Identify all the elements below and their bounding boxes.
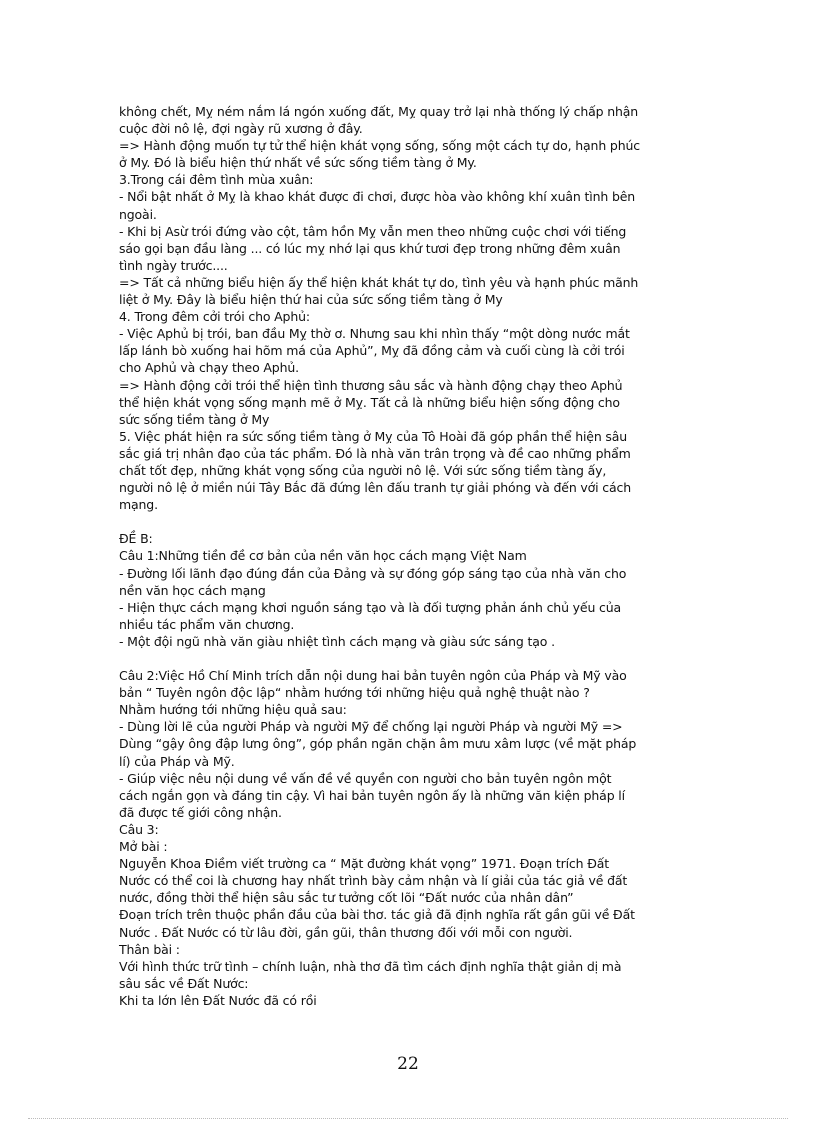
text-line: sâu sắc về Đất Nước: — [119, 975, 249, 991]
text-line: ngoài. — [119, 206, 157, 222]
text-line: ở My. Đó là biểu hiện thứ nhất về sức sống tiềm tàng ở My. — [119, 155, 477, 171]
text-line: Câu 2:Việc Hồ Chí Minh trích dẫn nội dung hai bản tuyên ngôn của Pháp và Mỹ vào — [119, 668, 627, 684]
text-line: Nguyễn Khoa Điềm viết trường ca “ Mặt đường khát vọng” 1971. Đoạn trích Đất — [119, 856, 610, 872]
text-line: lấp lánh bò xuống hai hõm má của Aphủ”, Mỵ đã đồng cảm và cuối cùng là cởi trói — [119, 343, 625, 359]
text-line: nước, đồng thời thể hiện sâu sắc tư tưởng cốt lõi “Đất nước của nhân dân” — [119, 890, 574, 906]
text-line: nhiều tác phẩm văn chương. — [119, 616, 295, 632]
text-line: mạng. — [119, 497, 158, 513]
text-line: Dùng “gậy ông đập lưng ông”, góp phần ngăn chặn âm mưu xâm lược (về mặt pháp — [119, 736, 637, 752]
text-line: => Hành động cởi trói thể hiện tình thương sâu sắc và hành động chạy theo Aphủ — [119, 377, 623, 393]
text-line: sáo gọi bạn đầu làng ... có lúc mỵ nhớ lại qus khứ tươi đẹp trong những đêm xuân — [119, 240, 621, 256]
text-line: nền văn học cách mạng — [119, 582, 266, 598]
text-line: lí) của Pháp và Mỹ. — [119, 753, 235, 769]
text-line: liệt ở My. Đây là biểu hiện thứ hai của sức sống tiềm tàng ở My — [119, 292, 503, 308]
text-line: 5. Việc phát hiện ra sức sống tiềm tàng ở Mỵ của Tô Hoài đã góp phần thể hiện sâu — [119, 428, 628, 444]
text-line: Nước . Đất Nước có từ lâu đời, gần gũi, thân thương đối với mỗi con người. — [119, 924, 573, 940]
text-line: => Tất cả những biểu hiện ấy thể hiện khát khát tự do, tình yêu và hạnh phúc mãnh — [119, 274, 639, 290]
text-line: 3.Trong cái đêm tình mùa xuân: — [119, 172, 314, 188]
blank-line — [119, 513, 699, 530]
text-line: Nhằm hướng tới những hiệu quả sau: — [119, 702, 347, 718]
text-line: Với hình thức trữ tình – chính luận, nhà thơ đã tìm cách định nghĩa thật giản dị mà — [119, 958, 622, 974]
text-line: chất tốt đẹp, những khát vọng sống của người nô lệ. Với sức sống tiềm tàng ấy, — [119, 462, 607, 478]
text-line: - Một đội ngũ nhà văn giàu nhiệt tình cách mạng và giàu sức sáng tạo . — [119, 633, 555, 649]
text-line: - Nổi bật nhất ở Mỵ là khao khát được đi chơi, được hòa vào không khí xuân tình bên — [119, 189, 636, 205]
text-line: - Khi bị Asừ trói đứng vào cột, tâm hồn Mỵ vẫn men theo những cuộc chơi với tiếng — [119, 223, 627, 239]
text-line: Khi ta lớn lên Đất Nước đã có rồi — [119, 992, 317, 1008]
text-line: Mở bài : — [119, 839, 168, 855]
text-line: thể hiện khát vọng sống mạnh mẽ ở Mỵ. Tất cả là những biểu hiện sống động cho — [119, 394, 620, 410]
text-line: - Giúp việc nêu nội dung về vấn đề về quyền con người cho bản tuyên ngôn một — [119, 770, 612, 786]
page-bottom-divider — [28, 1118, 788, 1119]
text-line: Câu 3: — [119, 821, 159, 837]
text-line: tình ngày trước.... — [119, 257, 228, 273]
text-line: Nước có thể coi là chương hay nhất trình bày cảm nhận và lí giải của tác giả về đất — [119, 873, 628, 889]
text-line: 4. Trong đêm cởi trói cho Aphủ: — [119, 309, 310, 325]
text-line: cách ngắn gọn và đáng tin cậy. Vì hai bản tuyên ngôn ấy là những văn kiện pháp lí — [119, 787, 625, 803]
text-line: - Dùng lời lẽ của người Pháp và người Mỹ để chống lại người Pháp và người Mỹ => — [119, 719, 623, 735]
text-line: Câu 1:Những tiền đề cơ bản của nền văn học cách mạng Việt Nam — [119, 548, 527, 564]
blank-line — [119, 650, 699, 667]
document-body — [119, 103, 699, 1009]
text-line: ĐỀ B: — [119, 531, 153, 547]
text-line: - Việc Aphủ bị trói, ban đầu Mỵ thờ ơ. Nhưng sau khi nhìn thấy “một dòng nước mắt — [119, 326, 630, 342]
text-line: Thân bài : — [119, 941, 180, 957]
text-line: người nô lệ ở miền núi Tây Bắc đã đứng lên đấu tranh tự giải phóng và đến với cách — [119, 480, 632, 496]
text-line: cho Aphủ và chạy theo Aphủ. — [119, 360, 299, 376]
text-line: không chết, Mỵ ném nắm lá ngón xuống đất, Mỵ quay trở lại nhà thống lý chấp nhận — [119, 104, 639, 119]
text-line: - Hiện thực cách mạng khơi nguồn sáng tạo và là đối tượng phản ánh chủ yếu của — [119, 599, 622, 615]
text-line: cuộc đời nô lệ, đợi ngày rũ xương ở đây. — [119, 121, 363, 137]
text-line: Đoạn trích trên thuộc phần đầu của bài thơ. tác giả đã định nghĩa rất gần gũi về Đất — [119, 907, 635, 923]
text-line: - Đường lối lãnh đạo đúng đắn của Đảng và sự đóng góp sáng tạo của nhà văn cho — [119, 565, 627, 581]
text-line: đã được tế giới công nhận. — [119, 804, 282, 820]
text-line: => Hành động muốn tự tử thể hiện khát vọng sống, sống một cách tự do, hạnh phúc — [119, 138, 640, 154]
text-line: sức sống tiềm tàng ở My — [119, 411, 270, 427]
text-line: bản “ Tuyên ngôn độc lập“ nhằm hướng tới những hiệu quả nghệ thuật nào ? — [119, 685, 590, 701]
page-number: 22 — [397, 1054, 419, 1074]
text-line: sắc giá trị nhân đạo của tác phẩm. Đó là nhà văn trân trọng và đề cao những phẩm — [119, 445, 631, 461]
